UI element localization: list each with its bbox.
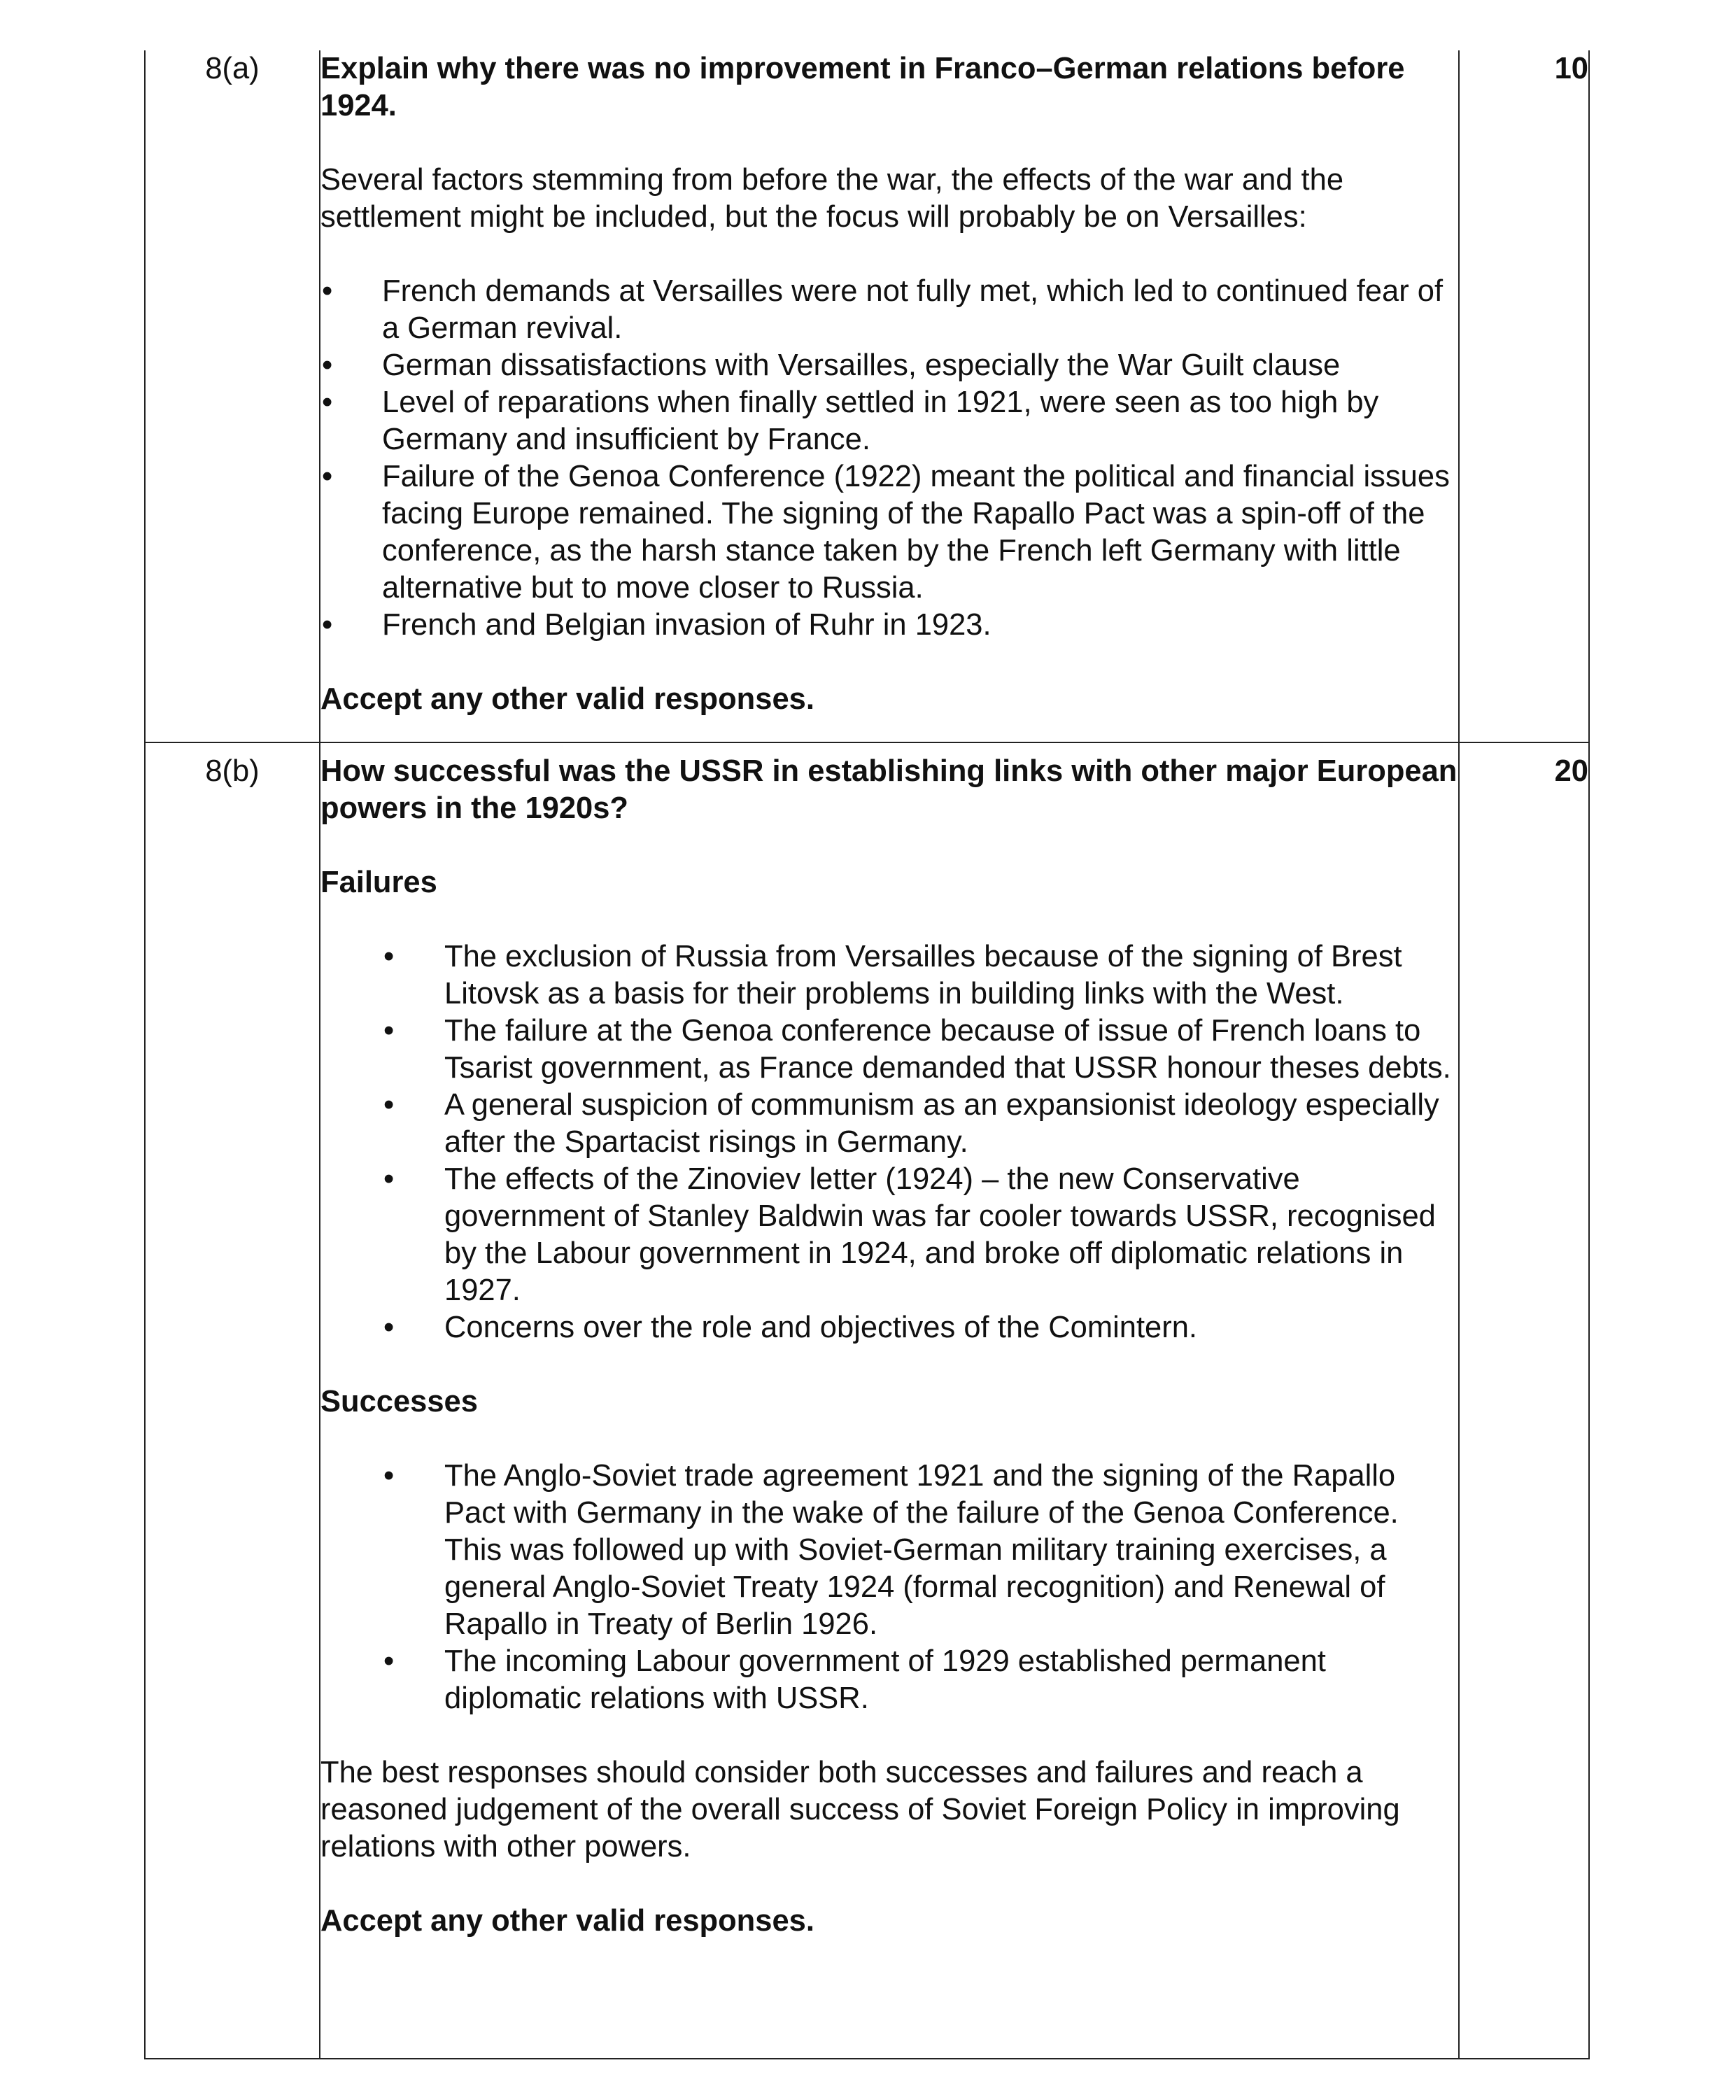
list-item: • The failure at the Genoa conference because of issue of French loans to Tsarist government, as France demanded that USSR honour theses debts. — [320, 1013, 1458, 1087]
list-item: • The exclusion of Russia from Versailles because of the signing of Brest Litovsk as a basis for their problems in building links with the West. — [320, 938, 1458, 1013]
answer-cell — [320, 742, 1459, 2059]
closing-note: Accept any other valid responses. — [320, 682, 814, 716]
list-item: • The effects of the Zinoviev letter (1924) – the new Conservative government of Stanley Baldwin was far cooler towards USSR, recognised by the Labour government in 1924, and broke off diplomatic relations in 1927. — [320, 1161, 1458, 1309]
intro-text: Several factors stemming from before the war, the effects of the war and the settlement might be included, but the focus will probably be on Versailles: — [320, 163, 1344, 234]
list-item: • The incoming Labour government of 1929 established permanent diplomatic relations with USSR. — [320, 1643, 1458, 1717]
answer-cell — [320, 50, 1459, 742]
bullet-list — [320, 273, 1458, 644]
list-item: • Failure of the Genoa Conference (1922) meant the political and financial issues facing Europe remained. The signing of the Rapallo Pact was a spin-off of the conference, as the harsh stance taken by the French left Germany with little alternative but to move closer to Russia. — [320, 458, 1458, 607]
successes-list — [320, 1458, 1458, 1717]
closing-note: Accept any other valid responses. — [320, 1904, 814, 1938]
conclusion-text: The best responses should consider both successes and failures and reach a reasoned judgement of the overall success of Soviet Foreign Policy in improving relations with other powers. — [320, 1756, 1400, 1863]
question-number: 8(b) — [145, 742, 320, 2059]
mark-scheme-page — [144, 50, 1588, 2059]
marks-value: 10 — [1459, 50, 1589, 742]
failures-list — [320, 938, 1458, 1346]
failures-heading: Failures — [320, 866, 437, 899]
question-row-8b — [145, 742, 1589, 2059]
question-text: How successful was the USSR in establishing links with other major European powers in the 1920s? — [320, 754, 1458, 825]
list-item: • The Anglo-Soviet trade agreement 1921 and the signing of the Rapallo Pact with Germany in the wake of the failure of the Genoa Conference. This was followed up with Soviet-German military training exercises, a general Anglo-Soviet Treaty 1924 (formal recognition) and Renewal of Rapallo in Treaty of Berlin 1926. — [320, 1458, 1458, 1643]
list-item: • German dissatisfactions with Versailles, especially the War Guilt clause — [320, 347, 1458, 384]
list-item: • French demands at Versailles were not fully met, which led to continued fear of a German revival. — [320, 273, 1458, 347]
question-number: 8(a) — [145, 50, 320, 742]
marks-value: 20 — [1459, 742, 1589, 2059]
list-item: • Concerns over the role and objectives of the Comintern. — [320, 1309, 1458, 1346]
list-item: • French and Belgian invasion of Ruhr in 1923. — [320, 607, 1458, 644]
list-item: • A general suspicion of communism as an expansionist ideology especially after the Spartacist risings in Germany. — [320, 1087, 1458, 1161]
list-item: • Level of reparations when finally settled in 1921, were seen as too high by Germany and insufficient by France. — [320, 384, 1458, 458]
question-text: Explain why there was no improvement in Franco–German relations before 1924. — [320, 52, 1405, 122]
mark-scheme-table — [144, 50, 1590, 2059]
question-row-8a — [145, 50, 1589, 742]
successes-heading: Successes — [320, 1385, 478, 1418]
